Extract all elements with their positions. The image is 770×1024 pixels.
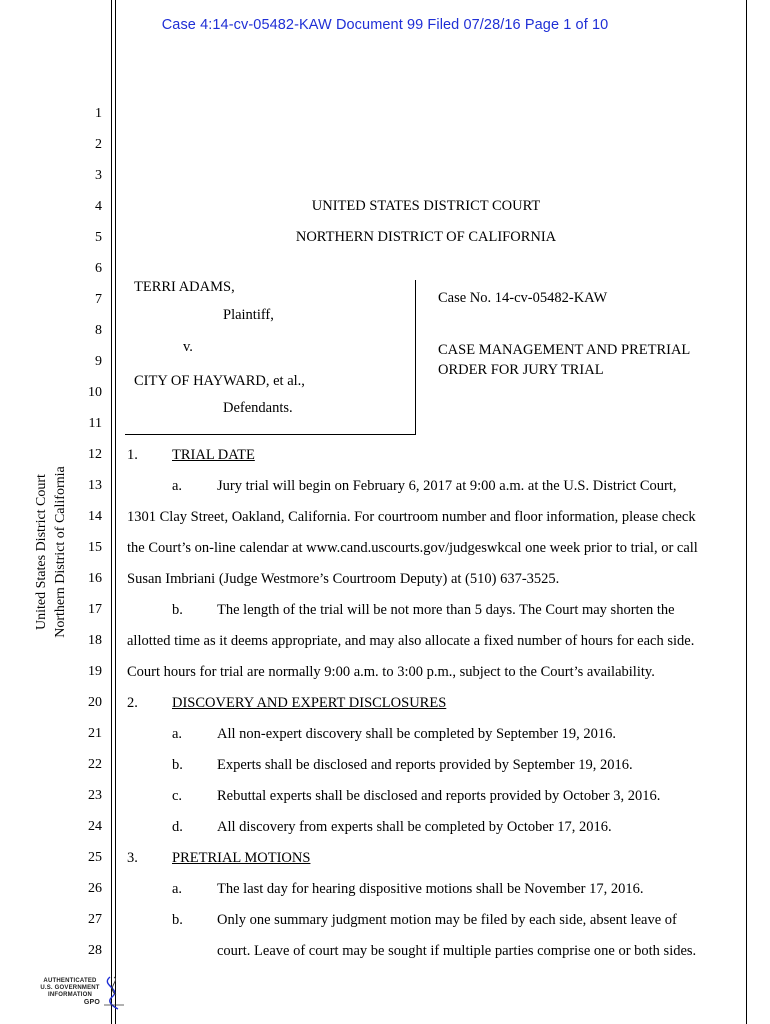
section-3-title: PRETRIAL MOTIONS: [172, 850, 311, 866]
line-number: 28: [88, 943, 102, 958]
line-number: 3: [95, 168, 102, 183]
caption-divider-horizontal: [125, 434, 416, 435]
plaintiff-name: TERRI ADAMS,: [134, 279, 235, 295]
section-2-title: DISCOVERY AND EXPERT DISCLOSURES: [172, 695, 447, 711]
line-number: 11: [88, 416, 102, 431]
line-number: 14: [88, 509, 102, 524]
line-number: 24: [88, 819, 102, 834]
section-3b-line1: Only one summary judgment motion may be filed by each side, absent leave of: [217, 912, 677, 928]
defendant-name: CITY OF HAYWARD, et al.,: [134, 373, 305, 389]
line-number: 27: [88, 912, 102, 927]
line-number: 16: [88, 571, 102, 586]
gpo-seal-line4: GPO: [83, 999, 100, 1006]
section-1-title: TRIAL DATE: [172, 447, 255, 463]
left-margin-rule-inner: [115, 0, 116, 1024]
section-1a-line3: the Court’s on-line calendar at www.cand.uscourts.gov/judgeswkcal one week prior to trial, or call: [127, 540, 698, 556]
section-3-number: 3.: [127, 850, 138, 866]
line-number: 5: [95, 230, 102, 245]
section-1b-letter: b.: [172, 602, 183, 618]
line-number: 9: [95, 354, 102, 369]
order-title-line2: ORDER FOR JURY TRIAL: [438, 362, 604, 378]
line-number: 4: [95, 199, 102, 214]
line-number: 18: [88, 633, 102, 648]
versus: v.: [183, 339, 193, 355]
caption-divider-vertical: [415, 280, 416, 435]
court-side-label: [32, 466, 70, 637]
line-number: 26: [88, 881, 102, 896]
section-1a-line4: Susan Imbriani (Judge Westmore’s Courtroom Deputy) at (510) 637-3525.: [127, 571, 560, 587]
section-3b-letter: b.: [172, 912, 183, 928]
gpo-seal-line2: U.S. GOVERNMENT: [40, 985, 100, 991]
section-2-number: 2.: [127, 695, 138, 711]
section-3a-text: The last day for hearing dispositive motions shall be November 17, 2016.: [217, 881, 644, 897]
line-number: 6: [95, 261, 102, 276]
court-name: UNITED STATES DISTRICT COURT: [311, 198, 541, 214]
line-number: 10: [88, 385, 102, 400]
gpo-seal-line3: INFORMATION: [47, 992, 93, 998]
section-2d-text: All discovery from experts shall be completed by October 17, 2016.: [217, 819, 612, 835]
section-1a-letter: a.: [172, 478, 183, 494]
section-1b-line1: The length of the trial will be not more than 5 days. The Court may shorten the: [217, 602, 675, 618]
section-2a-text: All non-expert discovery shall be completed by September 19, 2016.: [217, 726, 617, 742]
defendant-role: Defendants.: [223, 400, 293, 416]
section-1a-line2: 1301 Clay Street, Oakland, California. For courtroom number and floor information, please check: [127, 509, 696, 525]
section-1a-line1: Jury trial will begin on February 6, 2017 at 9:00 a.m. at the U.S. District Court,: [217, 478, 677, 494]
line-number: 22: [88, 757, 102, 772]
line-number: 23: [88, 788, 102, 803]
section-2b-letter: b.: [172, 757, 183, 773]
line-number: 13: [88, 478, 102, 493]
section-1b-line2: allotted time as it deems appropriate, and may also allocate a fixed number of hours for each side.: [127, 633, 695, 649]
line-number: 20: [88, 695, 102, 710]
left-margin-rule-outer: [111, 0, 112, 1024]
gpo-seal: [40, 975, 126, 1011]
case-number: Case No. 14-cv-05482-KAW: [438, 290, 608, 306]
court-district: NORTHERN DISTRICT OF CALIFORNIA: [295, 229, 557, 245]
section-2d-letter: d.: [172, 819, 183, 835]
section-1-number: 1.: [127, 447, 138, 463]
line-number: 2: [95, 137, 102, 152]
gpo-seal-line1: AUTHENTICATED: [43, 978, 97, 984]
line-number: 7: [95, 292, 102, 307]
line-number: 21: [88, 726, 102, 741]
section-3a-letter: a.: [172, 881, 183, 897]
section-2b-text: Experts shall be disclosed and reports provided by September 19, 2016.: [217, 757, 633, 773]
section-3b-line2: court. Leave of court may be sought if multiple parties comprise one or both sides.: [217, 943, 697, 959]
line-number: 8: [95, 323, 102, 338]
side-label-line1: United States District Court: [34, 474, 49, 630]
section-2c-letter: c.: [172, 788, 183, 804]
order-title-line1: CASE MANAGEMENT AND PRETRIAL: [438, 342, 691, 358]
right-margin-rule: [746, 0, 747, 1024]
side-label-line2: Northern District of California: [53, 466, 68, 638]
line-number: 17: [88, 602, 102, 617]
section-2c-text: Rebuttal experts shall be disclosed and reports provided by October 3, 2016.: [217, 788, 661, 804]
section-1b-line3: Court hours for trial are normally 9:00 a.m. to 3:00 p.m., subject to the Court’s availability.: [127, 664, 655, 680]
line-number: 12: [88, 447, 102, 462]
line-number: 25: [88, 850, 102, 865]
line-number: 1: [95, 106, 102, 121]
line-number: 19: [88, 664, 102, 679]
section-2a-letter: a.: [172, 726, 183, 742]
plaintiff-role: Plaintiff,: [223, 307, 274, 323]
case-header: Case 4:14-cv-05482-KAW Document 99 Filed 07/28/16 Page 1 of 10: [161, 17, 609, 33]
line-number: 15: [88, 540, 102, 555]
